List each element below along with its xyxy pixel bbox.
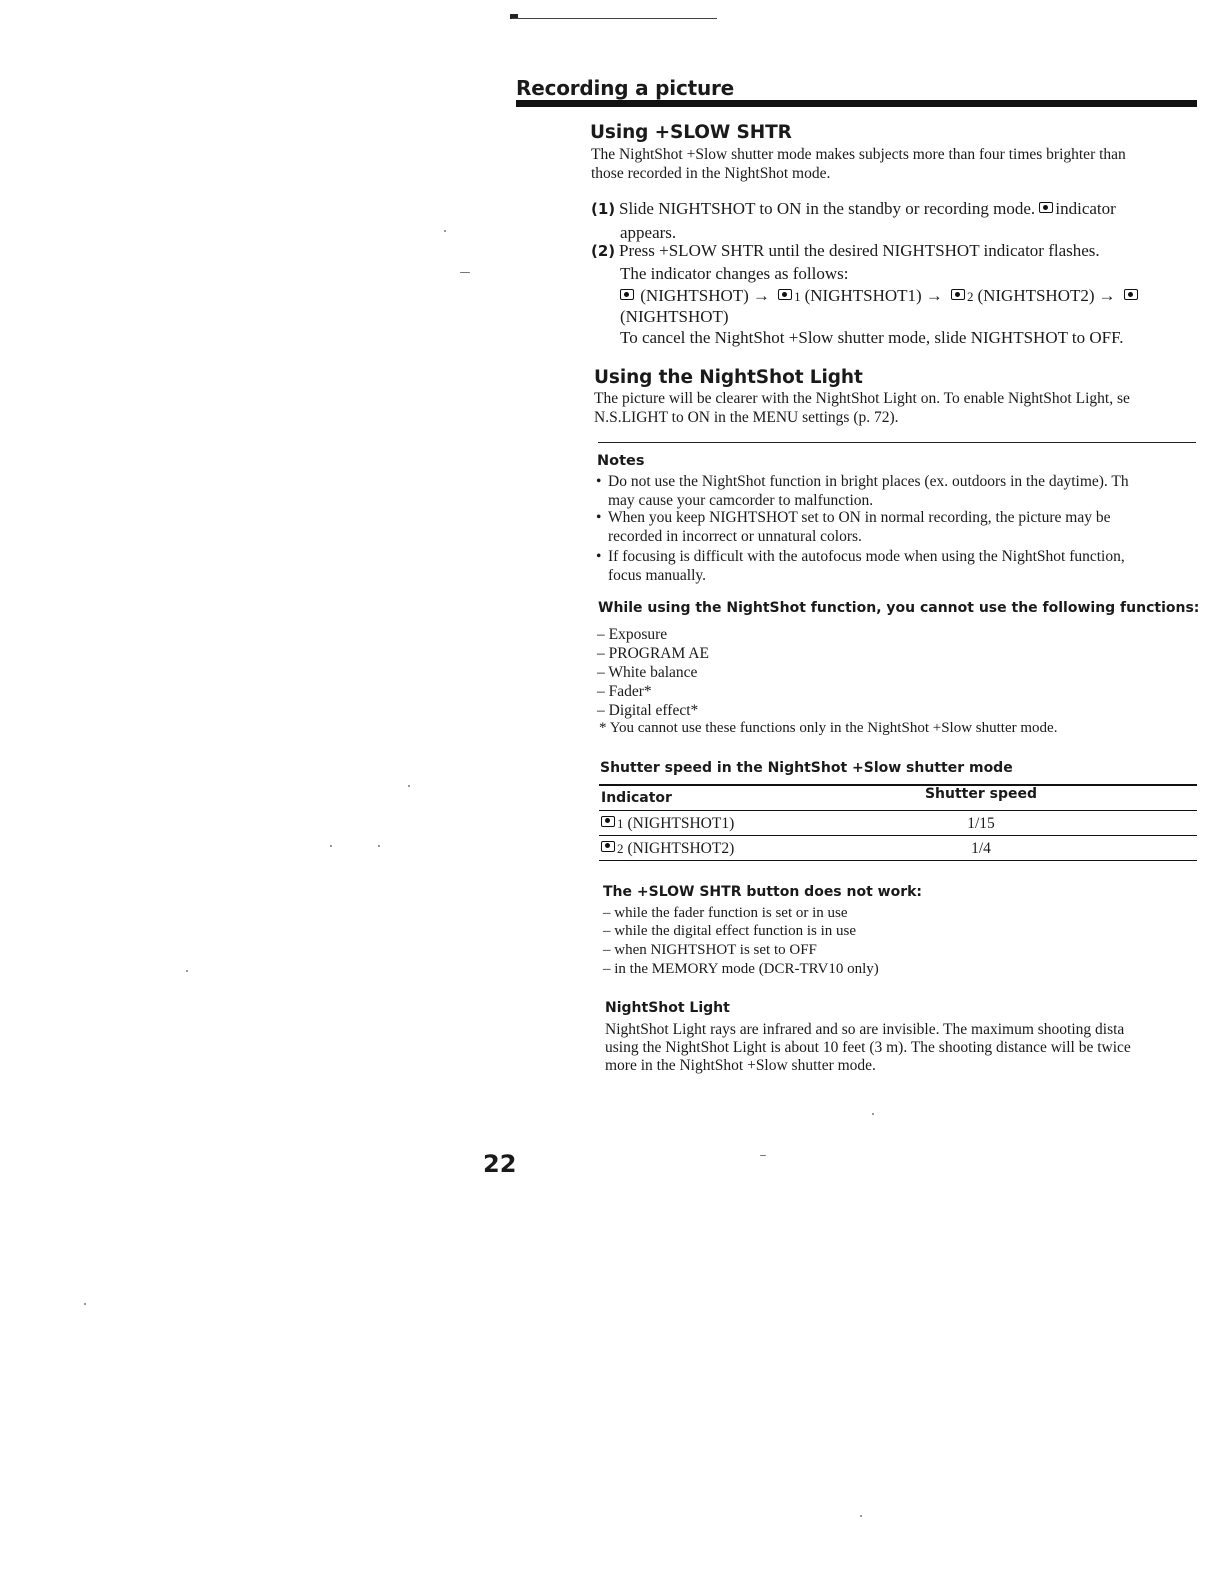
note-2-line2: recorded in incorrect or unnatural colors. [608, 528, 862, 545]
note-3-line1: If focusing is difficult with the autofocus mode when using the NightShot function, [608, 548, 1125, 565]
step-2 [591, 240, 1100, 262]
arrow-icon: → [925, 286, 943, 305]
sequence-nightshot1-num: 1 [794, 289, 801, 304]
restriction-item: – Fader* [597, 683, 652, 700]
sequence-nightshot: (NIGHTSHOT) [640, 286, 749, 305]
restriction-item: – Exposure [597, 626, 668, 643]
step-1-text: Slide NIGHTSHOT to ON in the standby or recording mode. [619, 199, 1036, 218]
step-2-text: Press +SLOW SHTR until the desired NIGHTSHOT indicator flashes. [619, 241, 1100, 260]
table-cell-indicator [599, 839, 901, 858]
restriction-item: – Digital effect* [597, 702, 699, 719]
indicator-label: (NIGHTSHOT1) [627, 814, 735, 832]
note-item [596, 547, 1206, 585]
slow-shtr-heading: Using +SLOW SHTR [590, 122, 792, 143]
indicator-num: 1 [617, 815, 624, 831]
notes-heading: Notes [597, 453, 645, 469]
step-2-line2: The indicator changes as follows: [620, 264, 849, 283]
table-cell-speed: 1/15 [967, 814, 995, 832]
step-1-line2: appears. [620, 223, 677, 242]
restriction-item: – White balance [597, 664, 698, 681]
note-1-line1: Do not use the NightShot function in bright places (ex. outdoors in the daytime). Th [608, 473, 1129, 490]
table-header-speed: Shutter speed [924, 786, 1038, 802]
nightshot-light-note-line1: NightShot Light rays are infrared and so are invisible. The maximum shooting dista [605, 1021, 1125, 1038]
scan-speck [760, 1155, 766, 1156]
table-cell-indicator [599, 814, 901, 833]
table-header-row [599, 786, 1197, 810]
nightshot-light-note-line3: more in the NightShot +Slow shutter mode. [605, 1057, 876, 1074]
note-1-line2: may cause your camcorder to malfunction. [608, 492, 874, 509]
step-1-number: (1) [591, 200, 616, 218]
slow-shtr-intro-line1: The NightShot +Slow shutter mode makes subjects more than four times brighter than [591, 146, 1126, 163]
nightshot-indicator-icon [601, 841, 615, 852]
nightshot-indicator-icon [620, 289, 634, 300]
scan-speck [444, 230, 446, 232]
nightshot-light-note-heading: NightShot Light [605, 1000, 730, 1016]
arrow-icon: → [752, 286, 770, 305]
table-cell-speed: 1/4 [971, 839, 991, 857]
nightshot-indicator-icon [1039, 202, 1053, 213]
table-rule [599, 860, 1197, 861]
nightshot-indicator-icon [778, 289, 792, 300]
scan-speck [330, 845, 332, 847]
step-2-number: (2) [591, 242, 616, 260]
scan-speck [860, 1515, 862, 1517]
top-rule [512, 18, 717, 19]
indicator-label: (NIGHTSHOT2) [627, 839, 735, 857]
nightshot-light-heading: Using the NightShot Light [594, 367, 863, 388]
button-not-work-heading: The +SLOW SHTR button does not work: [603, 884, 923, 900]
bullet-icon: • [596, 473, 602, 490]
restriction-item: – PROGRAM AE [597, 645, 709, 662]
scan-speck [408, 785, 410, 787]
notes-rule [598, 442, 1196, 443]
nightshot-light-line2: N.S.LIGHT to ON in the MENU settings (p. 72). [594, 409, 899, 426]
sequence-nightshot1: (NIGHTSHOT1) [804, 286, 922, 305]
nightshot-indicator-icon [1124, 289, 1138, 300]
section-title: Recording a picture [516, 76, 735, 100]
table-row [599, 811, 1197, 835]
cancel-instruction: To cancel the NightShot +Slow shutter mode, slide NIGHTSHOT to OFF. [620, 328, 1124, 347]
nightshot-indicator-icon [601, 816, 615, 827]
bullet-icon: • [596, 509, 602, 526]
scan-speck [84, 1303, 86, 1305]
scan-speck [460, 272, 470, 273]
restrictions-heading: While using the NightShot function, you cannot use the following functions: [598, 600, 1200, 616]
note-3-line2: focus manually. [608, 567, 706, 584]
arrow-icon: → [1098, 286, 1116, 305]
section-rule [516, 100, 1197, 107]
restrictions-footnote: * You cannot use these functions only in the NightShot +Slow shutter mode. [599, 720, 1058, 736]
sequence-end: (NIGHTSHOT) [620, 307, 729, 326]
note-item [596, 472, 1206, 510]
note-item [596, 508, 1206, 546]
indicator-sequence [591, 285, 1140, 307]
indicator-num: 2 [617, 840, 624, 856]
slow-shtr-intro-line2: those recorded in the NightShot mode. [591, 165, 831, 182]
scan-speck [186, 970, 188, 972]
button-not-work-item: – in the MEMORY mode (DCR-TRV10 only) [603, 961, 879, 977]
sequence-nightshot2: (NIGHTSHOT2) [977, 286, 1095, 305]
page-number: 22 [483, 1150, 517, 1178]
nightshot-light-note-line2: using the NightShot Light is about 10 feet (3 m). The shooting distance will be twice [605, 1039, 1131, 1056]
nightshot-light-line1: The picture will be clearer with the NightShot Light on. To enable NightShot Light, se [594, 390, 1130, 407]
scan-speck [378, 845, 380, 847]
scan-speck [872, 1113, 874, 1115]
note-2-line1: When you keep NIGHTSHOT set to ON in normal recording, the picture may be [608, 509, 1111, 526]
shutter-speed-table [599, 784, 1197, 861]
bullet-icon: • [596, 548, 602, 565]
nightshot-indicator-icon [951, 289, 965, 300]
table-header-indicator: Indicator [601, 790, 672, 806]
step-1 [591, 198, 1116, 220]
table-row [599, 836, 1197, 860]
button-not-work-item: – when NIGHTSHOT is set to OFF [603, 942, 817, 958]
shutter-table-title: Shutter speed in the NightShot +Slow shutter mode [600, 760, 1013, 776]
button-not-work-item: – while the digital effect function is in use [603, 923, 856, 939]
button-not-work-item: – while the fader function is set or in use [603, 905, 848, 921]
step-1-text-tail: indicator [1055, 199, 1116, 218]
sequence-nightshot2-num: 2 [966, 289, 974, 304]
